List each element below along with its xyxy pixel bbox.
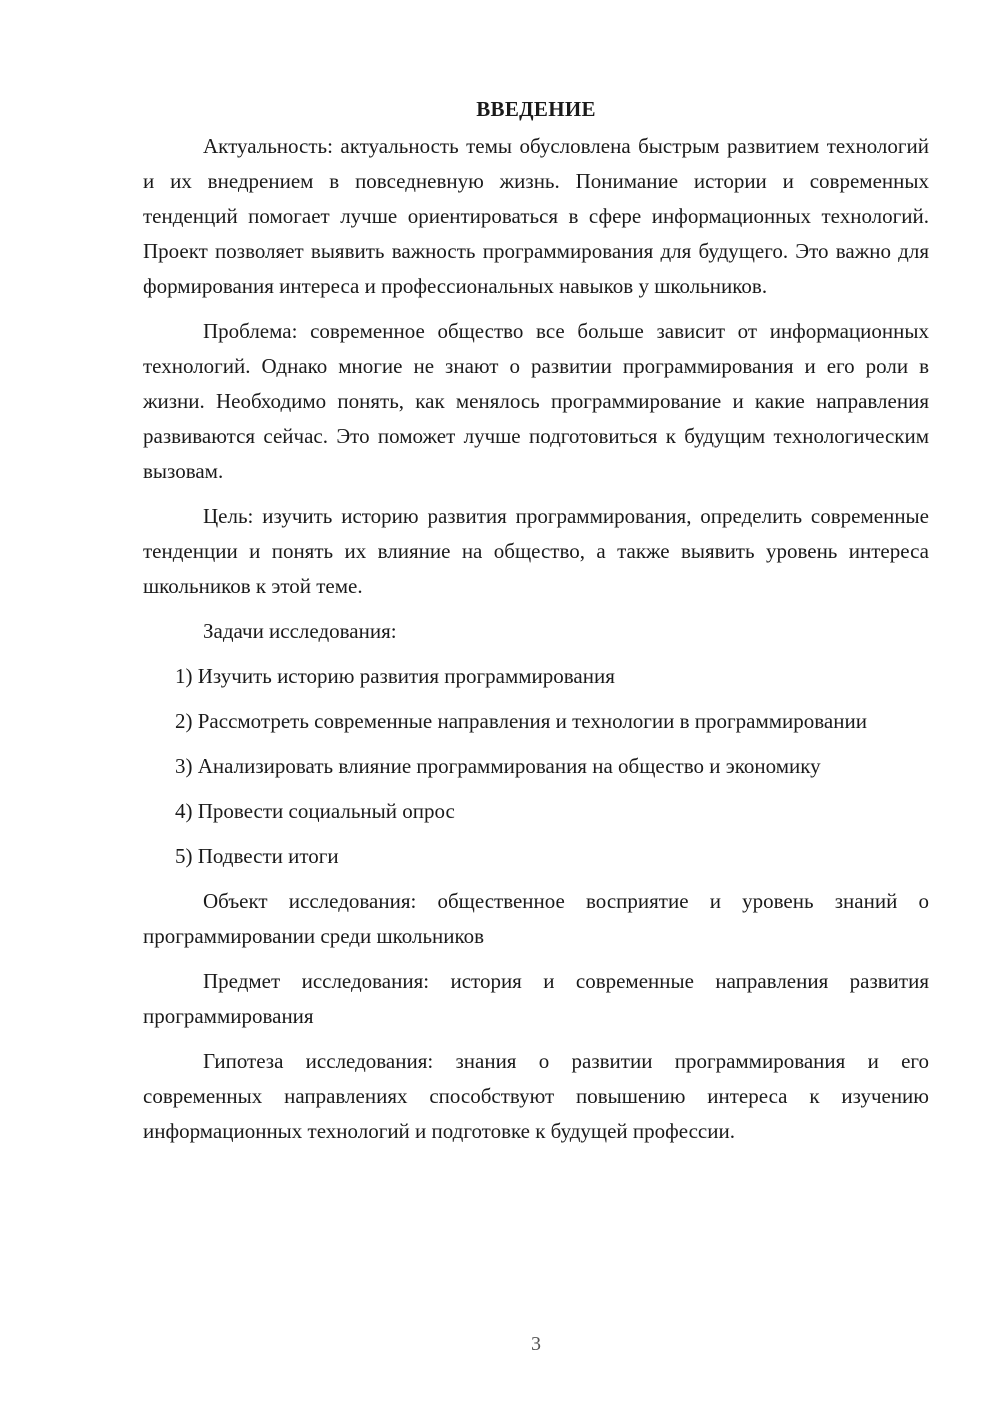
paragraph-tasks-heading: Задачи исследования: <box>203 619 397 643</box>
document-page <box>143 92 929 1149</box>
task-item: 2) Рассмотреть современные направления и технологии в программировании <box>175 709 867 733</box>
paragraph-object: Объект исследования: общественное восприятие и уровень знаний о программировании среди школьников <box>143 889 929 948</box>
task-item: 3) Анализировать влияние программирования на общество и экономику <box>175 754 821 778</box>
task-item: 1) Изучить историю развития программирования <box>175 664 615 688</box>
page-title: ВВЕДЕНИЕ <box>476 97 596 121</box>
paragraph-hypothesis: Гипотеза исследования: знания о развитии программирования и его современных направлениях способствуют повышению интереса к изучению информационных технологий и подготовке к будущей профессии. <box>143 1049 929 1143</box>
task-item: 5) Подвести итоги <box>175 844 339 868</box>
paragraph-relevance: Актуальность: актуальность темы обусловлена быстрым развитием технологий и их внедрением в повседневную жизнь. Понимание истории и современных тенденций помогает лучше ориентироваться в сфере информационных технологий. Проект позволяет выявить важность программирования для будущего. Это важно для формирования интереса и профессиональных навыков у школьников. <box>143 134 929 298</box>
paragraph-subject: Предмет исследования: история и современные направления развития программирования <box>143 969 929 1028</box>
paragraph-problem: Проблема: современное общество все больше зависит от информационных технологий. Однако многие не знают о развитии программирования и его роли в жизни. Необходимо понять, как менялось программирование и какие направления развиваются сейчас. Это поможет лучше подготовиться к будущим технологическим вызовам. <box>143 319 929 483</box>
paragraph-goal: Цель: изучить историю развития программирования, определить современные тенденции и понять их влияние на общество, а также выявить уровень интереса школьников к этой теме. <box>143 504 929 598</box>
page-number: 3 <box>531 1333 541 1355</box>
task-item: 4) Провести социальный опрос <box>175 799 455 823</box>
